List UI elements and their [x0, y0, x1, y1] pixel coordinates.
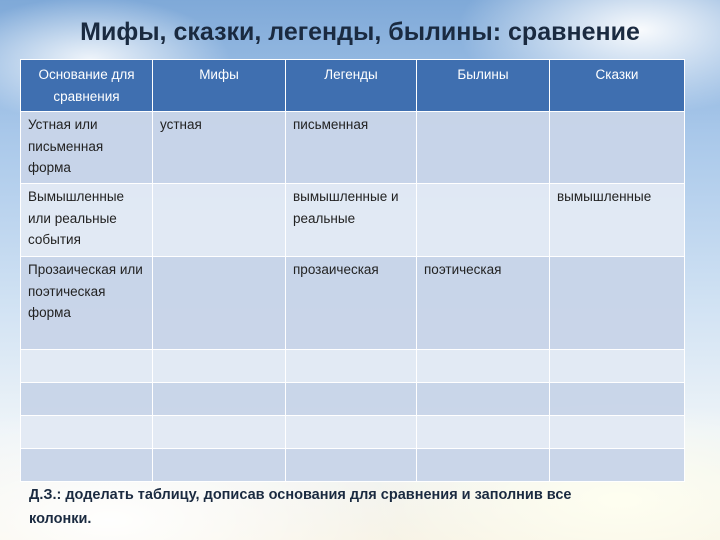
table-cell: [153, 257, 286, 350]
table-row: [21, 449, 685, 482]
table-cell: [550, 112, 685, 184]
header-myths: Мифы: [153, 60, 286, 112]
table-cell: [21, 383, 153, 416]
page-title: Мифы, сказки, легенды, былины: сравнение: [80, 18, 640, 46]
table-cell: [417, 184, 550, 257]
table-cell: [550, 449, 685, 482]
table-cell: [286, 383, 417, 416]
table-cell: [286, 449, 417, 482]
table-cell: [153, 350, 286, 383]
table-cell: [417, 416, 550, 449]
table-cell: Устная или письменная форма: [21, 112, 153, 184]
table-row: [21, 184, 685, 257]
table-cell: поэтическая: [417, 257, 550, 350]
table-row: [21, 350, 685, 383]
table-cell: [153, 383, 286, 416]
header-legends: Легенды: [286, 60, 417, 112]
table-cell: прозаическая: [286, 257, 417, 350]
table-header-row: [21, 60, 685, 112]
table-cell: письменная: [286, 112, 417, 184]
homework-note: Д.З.: доделать таблицу, дописав основания для сравнения и заполнив все колонки.: [29, 487, 572, 527]
table-cell: вымышленные: [550, 184, 685, 257]
table-cell: [21, 416, 153, 449]
table-cell: Прозаическая или поэтическая форма: [21, 257, 153, 350]
table-cell: вымышленные и реальные: [286, 184, 417, 257]
table-cell: [417, 112, 550, 184]
table-cell: [550, 416, 685, 449]
table-cell: [153, 449, 286, 482]
table-cell: [21, 449, 153, 482]
table-cell: [417, 350, 550, 383]
comparison-table: [20, 59, 685, 482]
table-cell: [21, 350, 153, 383]
table-cell: [286, 416, 417, 449]
header-byliny: Былины: [417, 60, 550, 112]
table-cell: [153, 416, 286, 449]
table-cell: [286, 350, 417, 383]
table-row: [21, 416, 685, 449]
table-cell: [550, 350, 685, 383]
table-cell: устная: [153, 112, 286, 184]
table-cell: [550, 383, 685, 416]
table-cell: [417, 383, 550, 416]
header-tales: Сказки: [550, 60, 685, 112]
header-basis: Основание для сравнения: [21, 60, 153, 112]
table-cell: [153, 184, 286, 257]
table-cell: [550, 257, 685, 350]
table-row: [21, 112, 685, 184]
table-row: [21, 383, 685, 416]
table-cell: Вымышленные или реальные события: [21, 184, 153, 257]
table-cell: [417, 449, 550, 482]
table-row: [21, 257, 685, 350]
